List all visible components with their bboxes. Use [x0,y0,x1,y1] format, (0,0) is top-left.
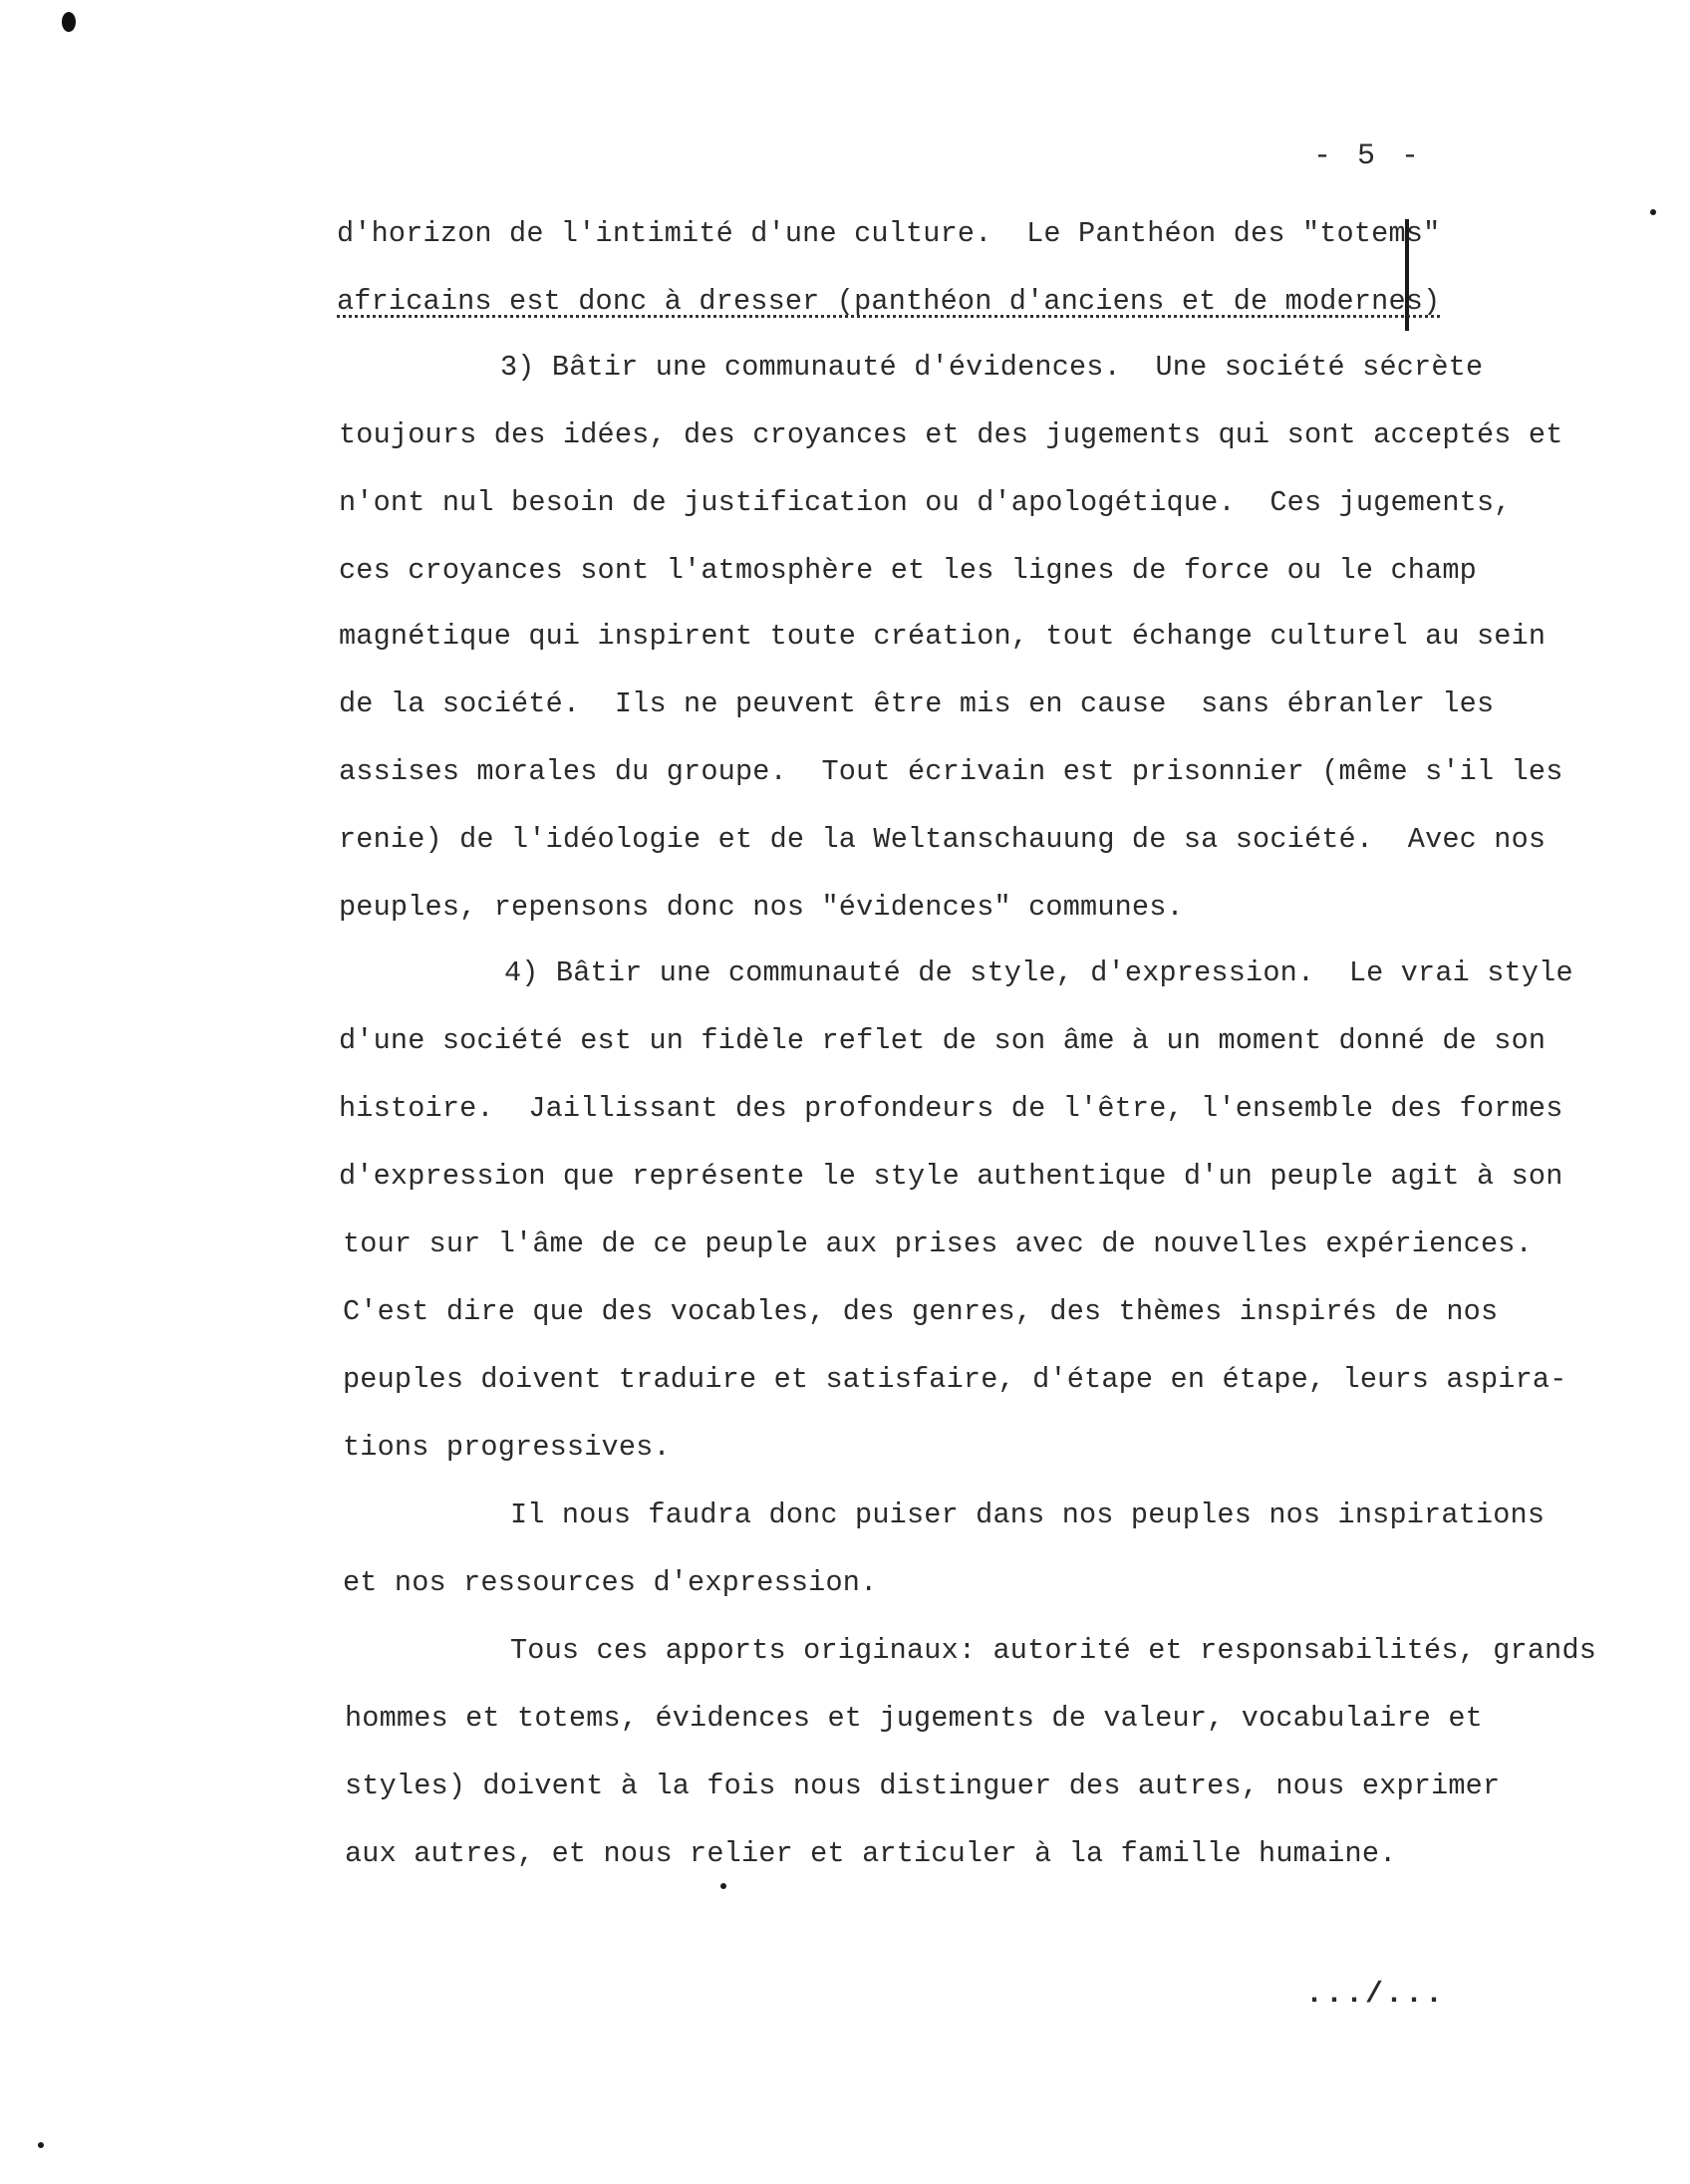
text-line: 3) Bâtir une communauté d'évidences. Une société sécrète [500,351,1484,384]
text-line: ces croyances sont l'atmosphère et les lignes de force ou le champ [339,554,1477,587]
text-line: C'est dire que des vocables, des genres, des thèmes inspirés de nos [343,1295,1499,1328]
margin-dot-mark [1650,209,1656,215]
text-line: Tous ces apports originaux: autorité et responsabilités, grands [510,1634,1597,1667]
continuation-marker: .../... [1305,1978,1446,2012]
text-line: africains est donc à dresser (panthéon d'anciens et de modernes) [337,285,1441,318]
text-line: 4) Bâtir une communauté de style, d'expression. Le vrai style [504,956,1573,989]
page-number: - 5 - [1313,139,1424,173]
text-line: d'une société est un fidèle reflet de son âme à un moment donné de son [339,1024,1547,1057]
text-line: peuples, repensons donc nos "évidences" communes. [339,891,1184,924]
ink-blot-mark [62,12,76,32]
text-line: aux autres, et nous relier et articuler à la famille humaine. [345,1837,1397,1870]
text-line: histoire. Jaillissant des profondeurs de l'être, l'ensemble des formes [339,1092,1563,1125]
text-line: magnétique qui inspirent toute création, tout échange culturel au sein [339,620,1547,653]
text-line: de la société. Ils ne peuvent être mis en cause sans ébranler les [339,687,1495,720]
text-line: et nos ressources d'expression. [343,1566,878,1599]
text-line: toujours des idées, des croyances et des jugements qui sont acceptés et [339,418,1563,451]
text-line: tour sur l'âme de ce peuple aux prises avec de nouvelles expériences. [343,1228,1533,1260]
text-line: hommes et totems, évidences et jugements de valeur, vocabulaire et [345,1702,1483,1735]
text-line: styles) doivent à la fois nous distinguer des autres, nous exprimer [345,1770,1501,1802]
text-line: renie) de l'idéologie et de la Weltanschauung de sa société. Avec nos [339,823,1547,856]
text-line: d'expression que représente le style authentique d'un peuple agit à son [339,1160,1563,1193]
text-line: assises morales du groupe. Tout écrivain est prisonnier (même s'il les [339,755,1563,788]
text-line: peuples doivent traduire et satisfaire, d'étape en étape, leurs aspira- [343,1363,1567,1396]
stray-dot-mark [720,1883,726,1889]
text-line: Il nous faudra donc puiser dans nos peuples nos inspirations [510,1499,1546,1531]
text-line: n'ont nul besoin de justification ou d'apologétique. Ces jugements, [339,486,1512,519]
corner-dot-mark [38,2142,44,2148]
text-line: d'horizon de l'intimité d'une culture. Le Panthéon des "totems" [337,217,1441,250]
text-line: tions progressives. [343,1431,671,1464]
